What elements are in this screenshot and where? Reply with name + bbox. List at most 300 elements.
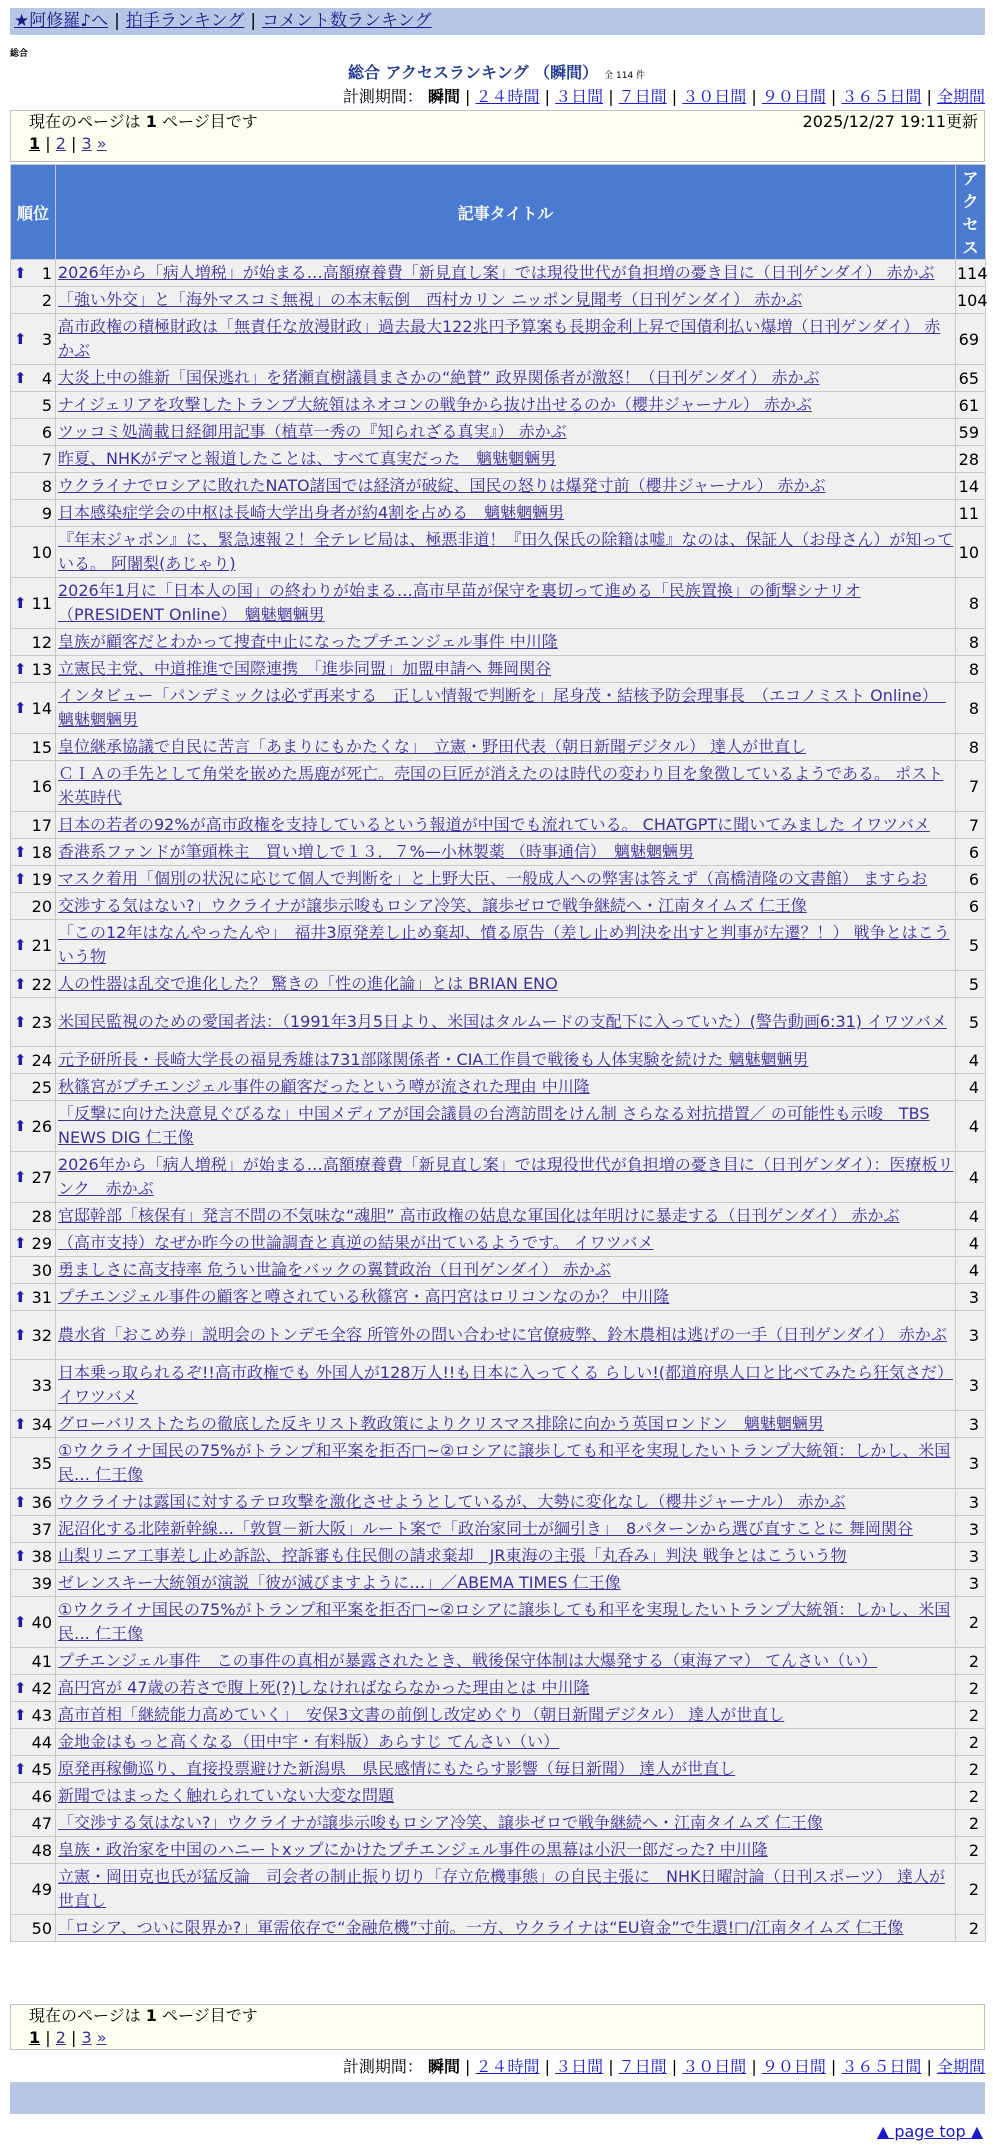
rank-cell	[11, 1756, 56, 1783]
article-link[interactable]: 『年末ジャポン』に、緊急速報２！全テレビ局は、極悪非道！『田久保氏の除籍は嘘』なのは、保証人（お母さん）が知っている。 阿闍梨(あじゃり)	[58, 530, 954, 573]
access-count: 8	[956, 629, 986, 656]
table-row	[11, 1438, 986, 1489]
rank-cell	[11, 1489, 56, 1516]
rank-cell	[11, 314, 56, 365]
period-3d-bottom[interactable]: ３日間	[555, 2057, 604, 2076]
pager-text-post-bottom: ページ目です	[162, 2006, 258, 2025]
access-count: 2	[956, 1597, 986, 1648]
rank-number: 24	[31, 1050, 52, 1070]
title-cell	[56, 1203, 956, 1230]
next-page-link[interactable]: »	[96, 134, 107, 153]
rank-cell	[11, 578, 56, 629]
rank-up-icon: ⬆	[14, 1414, 27, 1433]
article-link[interactable]: 高市首相「継続能力高めていく」 安保3文書の前倒し改定めぐり（朝日新聞デジタル） 達人が世直し	[58, 1705, 785, 1724]
table-row	[11, 578, 986, 629]
rank-cell	[11, 1864, 56, 1915]
title-cell	[56, 734, 956, 761]
article-link[interactable]: 日本の若者の92%が高市政権を支持しているという報道が中国でも流れている。 CHATGPTに聞いてみました イワツバメ	[58, 815, 930, 834]
period-3d[interactable]: ３日間	[555, 87, 604, 106]
rank-number: 5	[41, 395, 52, 415]
article-link[interactable]: 立憲・岡田克也氏が猛反論 司会者の制止振り切り「存立危機事態」の自民主張に NHK日曜討論（日刊スポーツ） 達人が世直し	[58, 1867, 945, 1910]
access-count: 3	[956, 1543, 986, 1570]
article-link[interactable]: 「反撃に向けた決意見ぐびるな」中国メディアが国会議員の台湾訪問をけん制 さらなる対抗措置／ の可能性も示唆 TBS NEWS DIG 仁王像	[58, 1104, 930, 1147]
table-row	[11, 656, 986, 683]
rank-cell	[11, 656, 56, 683]
header-access: アクセス	[956, 165, 986, 260]
article-link[interactable]: ツッコミ処満載日経御用記事（植草一秀の『知られざる真実』） 赤かぶ	[58, 422, 567, 441]
rank-cell	[11, 1047, 56, 1074]
period-30d-bottom[interactable]: ３０日間	[682, 2057, 747, 2076]
rank-cell	[11, 260, 56, 287]
rank-number: 26	[31, 1116, 52, 1136]
rank-number: 46	[31, 1786, 52, 1806]
access-count: 8	[956, 656, 986, 683]
title-cell	[56, 1783, 956, 1810]
article-link[interactable]: 昨夏、NHKがデマと報道したことは、すべて真実だった 魑魅魍魎男	[58, 449, 557, 468]
next-page-link-bottom[interactable]: »	[96, 2028, 107, 2047]
article-link[interactable]: ウクライナは露国に対するテロ攻撃を激化させようとしているが、大勢に変化なし（櫻井ジャーナル） 赤かぶ	[58, 1492, 846, 1511]
article-link[interactable]: 秋篠宮がプチエンジェル事件の顧客だったという噂が流された理由 中川隆	[58, 1077, 590, 1096]
article-link[interactable]: ウクライナでロシアに敗れたNATO諸国では経済が破綻、国民の怒りは爆発寸前（櫻井ジャーナル） 赤かぶ	[58, 476, 826, 495]
home-link[interactable]: ★阿修羅♪へ	[14, 11, 109, 31]
article-link[interactable]: 元予研所長・長崎大学長の福見秀雄は731部隊関係者・CIA工作員で戦後も人体実験を続けた 魑魅魍魎男	[58, 1050, 809, 1069]
title-cell	[56, 1438, 956, 1489]
article-link[interactable]: 高円宮が 47歳の若さで腹上死(?)しなければならなかった理由とは 中川隆	[58, 1678, 590, 1697]
access-count: 3	[956, 1360, 986, 1411]
access-count: 3	[956, 1311, 986, 1360]
table-row	[11, 1257, 986, 1284]
rank-number: 49	[31, 1879, 52, 1899]
ranking-title: 総合 アクセスランキング （瞬間）	[347, 63, 599, 82]
access-count: 59	[956, 419, 986, 446]
title-cell	[56, 1047, 956, 1074]
rank-number: 31	[31, 1287, 52, 1307]
period-all[interactable]: 全期間	[936, 87, 985, 106]
page-top-link[interactable]: ▲ page top ▲	[876, 2122, 983, 2141]
table-row	[11, 1675, 986, 1702]
rank-number: 18	[31, 842, 52, 862]
rank-up-icon: ⬆	[14, 368, 27, 387]
table-row	[11, 1516, 986, 1543]
table-row	[11, 287, 986, 314]
title-cell	[56, 629, 956, 656]
access-count: 2	[956, 1810, 986, 1837]
rank-up-icon: ⬆	[14, 1612, 27, 1631]
period-30d[interactable]: ３０日間	[682, 87, 747, 106]
access-count: 4	[956, 1230, 986, 1257]
page-3-link[interactable]: 3	[81, 134, 92, 153]
title-cell	[56, 683, 956, 734]
rank-up-icon: ⬆	[14, 659, 27, 678]
rank-cell	[11, 1411, 56, 1438]
access-count: 8	[956, 683, 986, 734]
title-cell	[56, 1756, 956, 1783]
title-cell	[56, 1864, 956, 1915]
article-link[interactable]: 金地金はもっと高くなる（田中宇・有料版）あらすじ てんさい（い）	[58, 1732, 560, 1751]
title-cell	[56, 1702, 956, 1729]
rank-cell	[11, 761, 56, 812]
article-link[interactable]: 皇族が顧客だとわかって捜査中止になったプチエンジェル事件 中川隆	[58, 632, 558, 651]
ranking-table	[10, 164, 986, 1942]
rank-number: 33	[31, 1375, 52, 1395]
rank-up-icon: ⬆	[14, 1678, 27, 1697]
title-cell	[56, 446, 956, 473]
article-link[interactable]: 「交渉する気はない?」ウクライナが譲歩示唆もロシア冷笑、譲歩ゼロで戦争継続へ・江南タイムズ 仁王像	[58, 1813, 823, 1832]
page-2-link-bottom[interactable]: 2	[55, 2028, 66, 2047]
table-row	[11, 314, 986, 365]
article-link[interactable]: ナイジェリアを攻撃したトランプ大統領はネオコンの戦争から抜け出せるのか（櫻井ジャーナル） 赤かぶ	[58, 395, 812, 414]
table-row	[11, 1101, 986, 1152]
rank-number: 20	[31, 896, 52, 916]
table-row	[11, 1152, 986, 1203]
access-count: 7	[956, 761, 986, 812]
title-cell	[56, 1597, 956, 1648]
rank-number: 29	[31, 1233, 52, 1253]
table-row	[11, 893, 986, 920]
period-selector-top: 計測期間： 瞬間 | ２４時間 | ３日間 | ７日間 | ３０日間 | ９０日間 | ３６５日間 | 全期間	[342, 87, 985, 106]
article-link[interactable]: 「強い外交」と「海外マスコミ無視」の本末転倒 西村カリン ニッポン見聞考（日刊ゲンダイ） 赤かぶ	[58, 290, 803, 309]
article-link[interactable]: 2026年から「病人増税」が始まる…高額療養費「新見直し案」では現役世代が負担増の憂き目に（日刊ゲンダイ） 赤かぶ	[58, 263, 935, 282]
rank-cell	[11, 1257, 56, 1284]
rank-number: 32	[31, 1325, 52, 1345]
article-link[interactable]: 勇ましさに高支持率 危うい世論をバックの翼賛政治（日刊ゲンダイ） 赤かぶ	[58, 1260, 611, 1279]
rank-up-icon: ⬆	[14, 1287, 27, 1306]
rank-up-icon: ⬆	[14, 329, 27, 348]
rank-number: 37	[31, 1519, 52, 1539]
article-link[interactable]: 2026年1月に「日本人の国」の終わりが始まる…高市早苗が保守を裏切って進める「民族置換」の衝撃シナリオ （PRESIDENT Online） 魑魅魍魎男	[58, 581, 861, 624]
table-row	[11, 500, 986, 527]
access-count: 3	[956, 1570, 986, 1597]
access-count: 4	[956, 1152, 986, 1203]
page-2-link[interactable]: 2	[55, 134, 66, 153]
rank-up-icon: ⬆	[14, 593, 27, 612]
period-24h[interactable]: ２４時間	[475, 87, 540, 106]
rank-cell	[11, 1360, 56, 1411]
header-title: 記事タイトル	[56, 165, 956, 260]
rank-cell	[11, 287, 56, 314]
rank-cell	[11, 629, 56, 656]
table-row	[11, 839, 986, 866]
article-link[interactable]: 2026年から「病人増税」が始まる…高額療養費「新見直し案」では現役世代が負担増の憂き目に（日刊ゲンダイ）：医療板リンク 赤かぶ	[58, 1155, 954, 1198]
access-count: 11	[956, 500, 986, 527]
access-count: 5	[956, 920, 986, 971]
article-link[interactable]: 新聞ではまったく触れられていない大変な問題	[58, 1786, 395, 1805]
period-7d[interactable]: ７日間	[618, 87, 667, 106]
article-link[interactable]: ゼレンスキー大統領が演説「彼が滅びますように…」／ABEMA TIMES 仁王像	[58, 1573, 621, 1592]
rank-number: 19	[31, 869, 52, 889]
rank-cell	[11, 1837, 56, 1864]
title-cell	[56, 998, 956, 1047]
rank-cell	[11, 1203, 56, 1230]
access-count: 2	[956, 1837, 986, 1864]
article-link[interactable]: 香港系ファンドが筆頭株主 買い増しで１３．７%—小林製薬 （時事通信） 魑魅魍魎男	[58, 842, 694, 861]
rank-cell	[11, 1230, 56, 1257]
article-link[interactable]: 交渉する気はない?」ウクライナが譲歩示唆もロシア冷笑、譲歩ゼロで戦争継続へ・江南タイムズ 仁王像	[58, 896, 807, 915]
article-link[interactable]: 大炎上中の維新「国保逃れ」を猪瀬直樹議員まさかの“絶賛” 政界関係者が激怒！（日刊ゲンダイ） 赤かぶ	[58, 368, 820, 387]
table-row	[11, 1411, 986, 1438]
rank-up-icon: ⬆	[14, 842, 27, 861]
access-count: 3	[956, 1411, 986, 1438]
title-cell	[56, 1074, 956, 1101]
article-link[interactable]: プチエンジェル事件の顧客と噂されている秋篠宮・高円宮はロリコンなのか？ 中川隆	[58, 1287, 670, 1306]
page-title	[0, 60, 993, 83]
page-1-current-bottom: 1	[29, 2028, 41, 2047]
rank-number: 6	[41, 422, 52, 442]
rank-number: 22	[31, 974, 52, 994]
rank-up-icon: ⬆	[14, 1167, 27, 1186]
rank-cell	[11, 812, 56, 839]
updated-time: 2025/12/27 19:11更新	[802, 112, 978, 131]
rank-number: 3	[41, 329, 52, 349]
article-link[interactable]: 日本感染症学会の中枢は長崎大学出身者が約4割を占める 魑魅魍魎男	[58, 503, 565, 522]
rank-cell	[11, 1074, 56, 1101]
article-link[interactable]: ＣＩＡの手先として角栄を嵌めた馬鹿が死亡。売国の巨匠が消えたのは時代の変わり目を象徴しているようである。 ポスト米英時代	[58, 764, 944, 807]
rank-number: 43	[31, 1705, 52, 1725]
rank-cell	[11, 1915, 56, 1942]
period-7d-bottom[interactable]: ７日間	[618, 2057, 667, 2076]
title-cell	[56, 1810, 956, 1837]
applause-ranking-link[interactable]: 拍手ランキング	[125, 11, 245, 31]
rank-number: 34	[31, 1414, 52, 1434]
access-count: 2	[956, 1783, 986, 1810]
table-row	[11, 1702, 986, 1729]
title-cell	[56, 365, 956, 392]
rank-up-icon: ⬆	[14, 869, 27, 888]
rank-cell	[11, 1597, 56, 1648]
article-link[interactable]: 皇族・政治家を中国のハニートxップにかけたプチエンジェル事件の黒幕は小沢一郎だった? 中川隆	[58, 1840, 768, 1859]
period-90d[interactable]: ９０日間	[761, 87, 826, 106]
rank-cell	[11, 1516, 56, 1543]
rank-number: 16	[31, 776, 52, 796]
title-cell	[56, 578, 956, 629]
access-count: 114	[956, 260, 986, 287]
article-link[interactable]: 皇位継承協議で自民に苦言「あまりにもかたくな」 立憲・野田代表（朝日新聞デジタル） 達人が世直し	[58, 737, 807, 756]
table-row	[11, 1783, 986, 1810]
article-link[interactable]: 高市政権の積極財政は「無責任な放漫財政」過去最大122兆円予算案も長期金利上昇で国債利払い爆増（日刊ゲンダイ） 赤かぶ	[58, 317, 941, 360]
rank-number: 41	[31, 1651, 52, 1671]
access-count: 3	[956, 1284, 986, 1311]
table-row	[11, 998, 986, 1047]
access-count: 6	[956, 839, 986, 866]
article-link[interactable]: ①ウクライナ国民の75%がトランプ和平案を拒否□~②ロシアに譲歩しても和平を実現したいトランプ大統領：しかし、米国民… 仁王像	[58, 1600, 951, 1643]
rank-cell	[11, 446, 56, 473]
rank-number: 10	[31, 542, 52, 562]
table-row	[11, 1810, 986, 1837]
rank-cell	[11, 734, 56, 761]
period-24h-bottom[interactable]: ２４時間	[475, 2057, 540, 2076]
table-row	[11, 1074, 986, 1101]
table-row	[11, 1570, 986, 1597]
rank-cell	[11, 1783, 56, 1810]
title-cell	[56, 839, 956, 866]
article-link[interactable]: 官邸幹部「核保有」発言不問の不気味な“魂胆” 高市政権の姑息な軍国化は年明けに暴走する（日刊ゲンダイ） 赤かぶ	[58, 1206, 900, 1225]
article-link[interactable]: ①ウクライナ国民の75%がトランプ和平案を拒否□~②ロシアに譲歩しても和平を実現したいトランプ大統領：しかし、米国民… 仁王像	[58, 1441, 951, 1484]
top-nav-bar: ★阿修羅♪へ | 拍手ランキング | コメント数ランキング	[10, 8, 985, 35]
title-cell	[56, 1675, 956, 1702]
rank-cell	[11, 527, 56, 578]
access-count: 4	[956, 1101, 986, 1152]
title-cell	[56, 1360, 956, 1411]
rank-number: 42	[31, 1678, 52, 1698]
rank-number: 14	[31, 698, 52, 718]
rank-up-icon: ⬆	[14, 1705, 27, 1724]
pager-text-post: ページ目です	[162, 112, 258, 131]
article-link[interactable]: グローバリストたちの徹底した反キリスト教政策によりクリスマス排除に向かう英国ロンドン 魑魅魍魎男	[58, 1414, 824, 1433]
title-cell	[56, 314, 956, 365]
rank-number: 40	[31, 1612, 52, 1632]
article-link[interactable]: 日本乗っ取られるぞ!!高市政権でも 外国人が128万人!!も日本に入ってくる らしい!(都道府県人口と比べてみたら狂気さだ）イワツバメ	[58, 1363, 954, 1406]
table-row	[11, 1864, 986, 1915]
table-row	[11, 683, 986, 734]
rank-number: 2	[41, 290, 52, 310]
table-row	[11, 260, 986, 287]
rank-up-icon: ⬆	[14, 1233, 27, 1252]
pager-bottom: 現在のページは 1 ページ目です 1 | 2 | 3 »	[10, 2004, 985, 2050]
article-link[interactable]: 農水省「おこめ券」説明会のトンデモ全容 所管外の問い合わせに官僚疲弊、鈴木農相は逃げの一手（日刊ゲンダイ） 赤かぶ	[58, 1325, 947, 1344]
article-link[interactable]: 山梨リニア工事差し止め訴訟、控訴審も住民側の請求棄却 JR東海の主張「丸呑み」判決 戦争とはこういう物	[58, 1546, 847, 1565]
rank-cell	[11, 839, 56, 866]
article-link[interactable]: 「この12年はなんやったんや」 福井3原発差し止め棄却、憤る原告（差し止め判決を出すと判事が左遷？！） 戦争とはこういう物	[58, 923, 950, 966]
access-count: 28	[956, 446, 986, 473]
period-365d[interactable]: ３６５日間	[841, 87, 922, 106]
comment-ranking-link[interactable]: コメント数ランキング	[262, 11, 432, 31]
rank-number: 44	[31, 1732, 52, 1752]
table-row	[11, 1543, 986, 1570]
article-link[interactable]: 人の性器は乱交で進化した？ 驚きの「性の進化論」とは BRIAN ENO	[58, 974, 558, 993]
rank-cell	[11, 1101, 56, 1152]
page-top	[877, 2122, 983, 2141]
header-rank: 順位	[11, 165, 56, 260]
table-row	[11, 1915, 986, 1942]
page-1-current: 1	[29, 134, 41, 153]
rank-up-icon: ⬆	[14, 1325, 27, 1344]
article-link[interactable]: 立憲民主党、中道推進で国際連携 「進歩同盟」加盟申請へ 舞岡関谷	[58, 659, 552, 678]
period-365d-bottom[interactable]: ３６５日間	[841, 2057, 922, 2076]
rank-cell	[11, 893, 56, 920]
rank-up-icon: ⬆	[14, 1012, 27, 1031]
rank-cell	[11, 419, 56, 446]
table-row	[11, 392, 986, 419]
table-row	[11, 1360, 986, 1411]
table-row	[11, 446, 986, 473]
rank-cell	[11, 683, 56, 734]
access-count: 8	[956, 734, 986, 761]
page-3-link-bottom[interactable]: 3	[81, 2028, 92, 2047]
title-cell	[56, 1915, 956, 1942]
article-link[interactable]: インタビュー「パンデミックは必ず再来する 正しい情報で判断を」尾身茂・結核予防会理事長 （エコノミスト Online） 魑魅魍魎男	[58, 686, 946, 729]
title-cell	[56, 500, 956, 527]
period-label-bottom: 計測期間：	[342, 2057, 423, 2076]
access-count: 2	[956, 1648, 986, 1675]
rank-number: 7	[41, 449, 52, 469]
table-row	[11, 1489, 986, 1516]
rank-number: 17	[31, 815, 52, 835]
title-cell	[56, 893, 956, 920]
period-selector-bottom: 計測期間： 瞬間 | ２４時間 | ３日間 | ７日間 | ３０日間 | ９０日間 | ３６５日間 | 全期間	[342, 2057, 985, 2076]
table-row	[11, 1837, 986, 1864]
access-count: 2	[956, 1702, 986, 1729]
article-link[interactable]: 「ロシア、ついに限界か?」軍需依存で“金融危機”寸前。一方、ウクライナは“EU資金”で生還!□/江南タイムズ 仁王像	[58, 1918, 904, 1937]
rank-cell	[11, 866, 56, 893]
access-count: 3	[956, 1489, 986, 1516]
access-count: 8	[956, 578, 986, 629]
category-label: 総合	[10, 49, 29, 59]
access-count: 5	[956, 971, 986, 998]
table-row	[11, 1284, 986, 1311]
rank-number: 9	[41, 503, 52, 523]
title-cell	[56, 1570, 956, 1597]
rank-cell	[11, 920, 56, 971]
table-row	[11, 920, 986, 971]
rank-number: 39	[31, 1573, 52, 1593]
article-link[interactable]: 米国民監視のための愛国者法：（1991年3月5日より、米国はタルムードの支配下に入っていた）(警告動画6:31) イワツバメ	[58, 1012, 947, 1031]
table-row	[11, 1756, 986, 1783]
article-link[interactable]: 泥沼化する北陸新幹線…「敦賀－新大阪」ルート案で「政治家同士が綱引き」 8パターンから選び直すことに 舞岡関谷	[58, 1519, 913, 1538]
article-link[interactable]: 原発再稼働巡り、直接投票避けた新潟県 県民感情にもたらす影響（毎日新聞） 達人が世直し	[58, 1759, 736, 1778]
period-all-bottom[interactable]: 全期間	[936, 2057, 985, 2076]
access-count: 2	[956, 1729, 986, 1756]
period-90d-bottom[interactable]: ９０日間	[761, 2057, 826, 2076]
table-row	[11, 419, 986, 446]
title-cell	[56, 287, 956, 314]
article-link[interactable]: マスク着用「個別の状況に応じて個人で判断を」と上野大臣、一般成人への弊害は答えず（高橋清隆の文書館） ますらお	[58, 869, 928, 888]
table-row	[11, 1311, 986, 1360]
rank-up-icon: ⬆	[14, 263, 27, 282]
rank-up-icon: ⬆	[14, 1050, 27, 1069]
title-cell	[56, 761, 956, 812]
table-row	[11, 971, 986, 998]
access-count: 69	[956, 314, 986, 365]
access-count: 2	[956, 1756, 986, 1783]
rank-number: 36	[31, 1492, 52, 1512]
title-cell	[56, 1311, 956, 1360]
rank-cell	[11, 392, 56, 419]
access-count: 4	[956, 1047, 986, 1074]
table-row	[11, 1597, 986, 1648]
title-cell	[56, 1101, 956, 1152]
table-row	[11, 527, 986, 578]
rank-cell	[11, 1648, 56, 1675]
table-row	[11, 761, 986, 812]
rank-cell	[11, 1152, 56, 1203]
rank-number: 47	[31, 1813, 52, 1833]
rank-number: 30	[31, 1260, 52, 1280]
title-cell	[56, 920, 956, 971]
title-cell	[56, 812, 956, 839]
rank-cell	[11, 1729, 56, 1756]
rank-number: 28	[31, 1206, 52, 1226]
rank-cell	[11, 1810, 56, 1837]
title-cell	[56, 1729, 956, 1756]
title-cell	[56, 1543, 956, 1570]
article-link[interactable]: プチエンジェル事件 この事件の真相が暴露されたとき、戦後保守体制は大爆発する（東海アマ） てんさい（い）	[58, 1651, 878, 1670]
article-link[interactable]: （高市支持）なぜか昨今の世論調査と真逆の結果が出ているようです。 イワツバメ	[58, 1233, 654, 1252]
title-cell	[56, 866, 956, 893]
access-count: 14	[956, 473, 986, 500]
rank-cell	[11, 365, 56, 392]
table-row	[11, 812, 986, 839]
rank-number: 8	[41, 476, 52, 496]
access-count: 104	[956, 287, 986, 314]
table-row	[11, 734, 986, 761]
title-cell	[56, 971, 956, 998]
title-cell	[56, 1516, 956, 1543]
pager-text-pre-bottom: 現在のページは	[29, 2006, 141, 2025]
rank-cell	[11, 1311, 56, 1360]
pager-text-pre: 現在のページは	[29, 112, 141, 131]
rank-cell	[11, 1702, 56, 1729]
access-count: 65	[956, 365, 986, 392]
